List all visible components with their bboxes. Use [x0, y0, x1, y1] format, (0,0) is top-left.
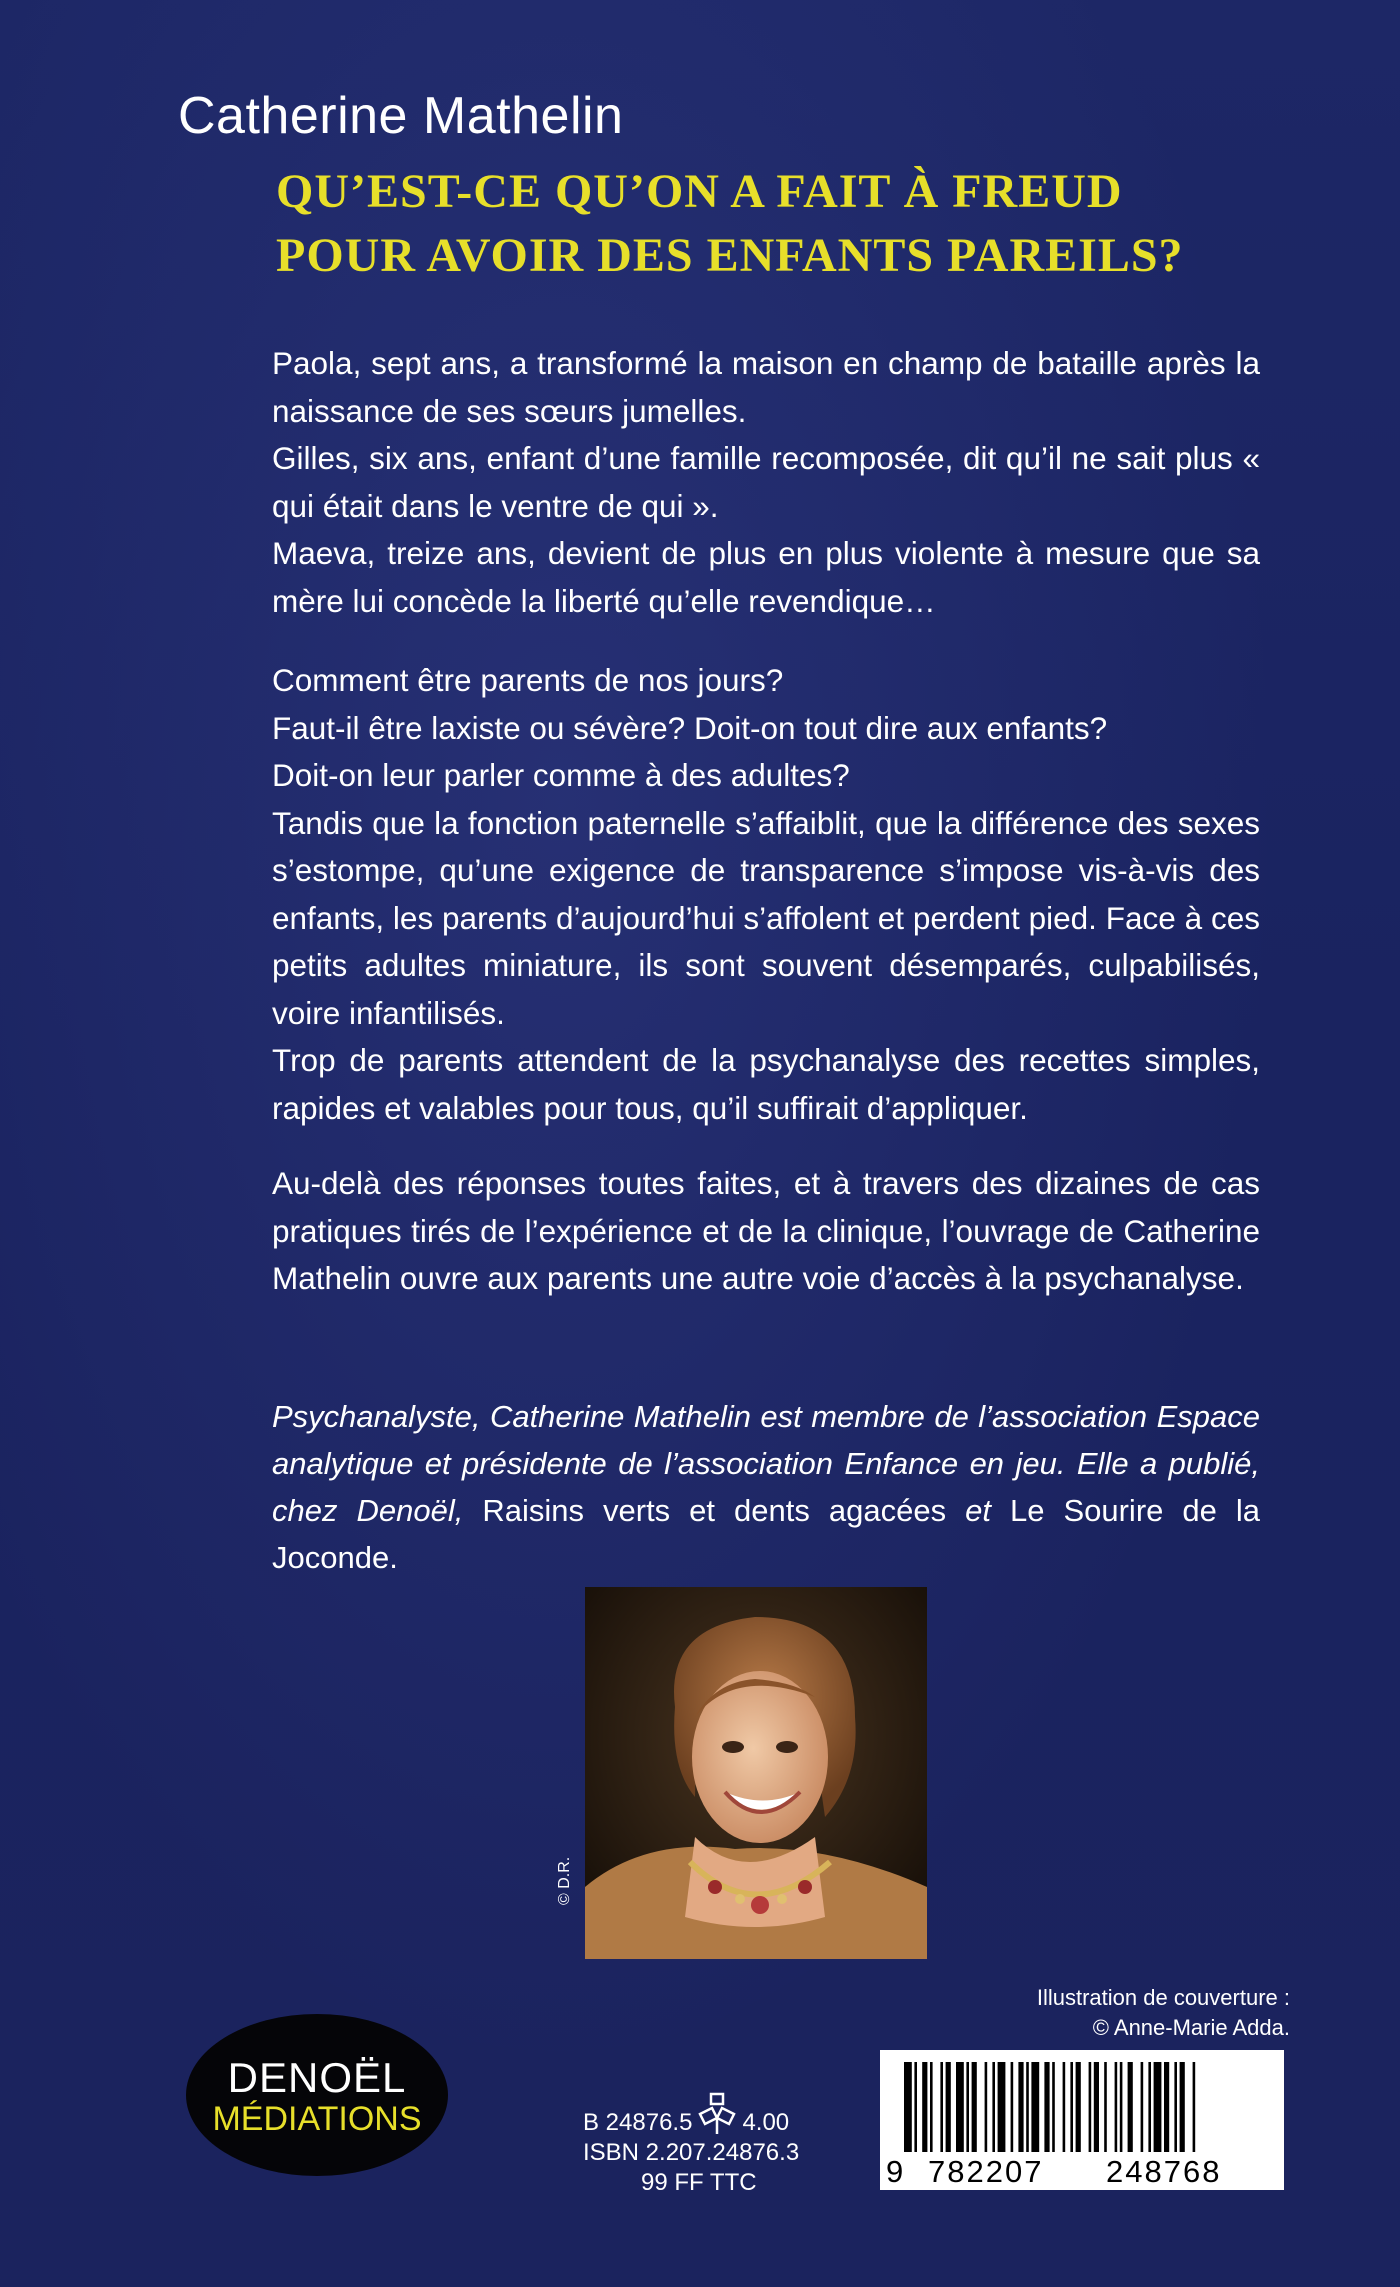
barcode-bar: [1154, 2062, 1162, 2152]
author-name: Catherine Mathelin: [178, 87, 624, 145]
barcode-bar: [992, 2062, 995, 2152]
barcode-bar: [1089, 2062, 1092, 2152]
barcode-bars: [898, 2062, 1268, 2152]
barcode-bar: [1193, 2062, 1196, 2152]
collection-name: MÉDIATIONS: [212, 2100, 422, 2138]
barcode-bar: [1180, 2062, 1185, 2152]
barcode-bar: [1070, 2062, 1073, 2152]
barcode-bar: [1026, 2062, 1029, 2152]
category-symbol-icon: [696, 2092, 738, 2136]
barcode-bar: [956, 2062, 964, 2152]
barcode-bar: [930, 2062, 933, 2152]
illustration-credit: [940, 1983, 1290, 2043]
category-code: 4.00: [742, 2109, 790, 2136]
blurb-paragraph-1: [272, 340, 1260, 625]
author-bio: [272, 1393, 1260, 1581]
barcode-bar: [985, 2062, 988, 2152]
barcode-bar: [1011, 2062, 1014, 2152]
barcode-bar: [1044, 2062, 1049, 2152]
illustration-credit-artist: © Anne-Marie Adda.: [1092, 2015, 1290, 2040]
barcode-bar: [1164, 2062, 1169, 2152]
barcode-bar: [1104, 2062, 1107, 2152]
bio-text-2: et: [965, 1493, 991, 1528]
blurb-case-maeva: Maeva, treize ans, devient de plus en plus violente à mesure que sa mère lui concède la liberté qu’elle revendique…: [272, 535, 1260, 619]
barcode-bar: [1120, 2062, 1123, 2152]
barcode: [880, 2050, 1284, 2190]
illustration-credit-label: Illustration de couverture :: [1036, 1985, 1290, 2010]
author-photo: [585, 1587, 927, 1959]
blurb-recipes: Trop de parents attendent de la psychanalyse des recettes simples, rapides et valables pour tous, qu’il suffirait d’appliquer.: [272, 1042, 1260, 1126]
blurb-case-gilles: Gilles, six ans, enfant d’une famille recomposée, dit qu’il ne sait plus « qui était dans le ventre de qui ».: [272, 440, 1260, 524]
barcode-bar: [914, 2062, 917, 2152]
blurb-conclusion: Au-delà des réponses toutes faites, et à travers des dizaines de cas pratiques tirés de l’expérience et de la clinique, l’ouvrage de Catherine Mathelin ouvre aux parents une autre voie d’accès à la psychanalyse.: [272, 1165, 1260, 1296]
blurb-case-paola: Paola, sept ans, a transformé la maison en champ de bataille après la naissance de ses sœurs jumelles.: [272, 345, 1260, 429]
publisher-name: DENOËL: [227, 2054, 407, 2101]
barcode-bar: [1094, 2062, 1099, 2152]
blurb-paragraph-3: [272, 1160, 1260, 1303]
barcode-bar: [946, 2062, 951, 2152]
barcode-bar: [1031, 2062, 1039, 2152]
bio-text-3: .: [389, 1540, 398, 1575]
reference-code: B 24876.5: [583, 2109, 693, 2136]
book-title-line-1: QU’EST-CE QU’ON A FAIT À FREUD: [276, 165, 1123, 218]
book-title-line-2: POUR AVOIR DES ENFANTS PAREILS?: [276, 229, 1184, 282]
barcode-bar: [966, 2062, 969, 2152]
barcode-left-group: 782207: [928, 2154, 1044, 2189]
isbn: ISBN 2.207.24876.3: [583, 2139, 800, 2166]
barcode-bar: [1076, 2062, 1081, 2152]
book-codes: [583, 2092, 799, 2198]
barcode-bar: [1174, 2062, 1177, 2152]
barcode-bar: [1018, 2062, 1023, 2152]
barcode-bar: [940, 2062, 943, 2152]
bio-book-1: Raisins verts et dents agacées: [482, 1493, 947, 1528]
barcode-right-group: 248768: [1106, 2154, 1222, 2189]
blurb-question-3: Doit-on leur parler comme à des adultes?: [272, 757, 850, 793]
barcode-bar: [972, 2062, 977, 2152]
barcode-bar: [998, 2062, 1006, 2152]
blurb-question-1: Comment être parents de nos jours?: [272, 662, 784, 698]
barcode-bar: [904, 2062, 912, 2152]
barcode-bar: [1052, 2062, 1055, 2152]
code-row-ref: [583, 2092, 799, 2138]
publisher-logo: [186, 2014, 448, 2176]
barcode-bar: [1141, 2062, 1144, 2152]
barcode-bar: [1128, 2062, 1133, 2152]
blurb-question-2: Faut-il être laxiste ou sévère? Doit-on tout dire aux enfants?: [272, 709, 1108, 746]
barcode-bar: [1063, 2062, 1066, 2152]
barcode-bar: [922, 2062, 927, 2152]
photo-credit: © D.R.: [556, 1856, 573, 1905]
bio-book-2: Le Sourire de la Joconde: [272, 1493, 1260, 1575]
price: 99 FF TTC: [641, 2169, 757, 2196]
blurb-paragraph-2: [272, 657, 1260, 1132]
barcode-first-digit: 9: [886, 2154, 906, 2189]
bio-text-1: Psychanalyste, Catherine Mathelin est membre de l’association Espace analytique et présidente de l’association Enfance en jeu. Elle a publié, chez Denoël,: [272, 1399, 1260, 1528]
barcode-bar: [1148, 2062, 1151, 2152]
blurb-context: Tandis que la fonction paternelle s’affaiblit, que la différence des sexes s’estompe, qu’une exigence de transparence s’impose vis-à-vis des enfants, les parents d’aujourd’hui s’affolent et perdent pied. Face à ces petits adultes miniature, ils sont souvent désemparés, culpabilisés, voire infantilisés.: [272, 804, 1260, 1031]
barcode-bar: [1115, 2062, 1118, 2152]
